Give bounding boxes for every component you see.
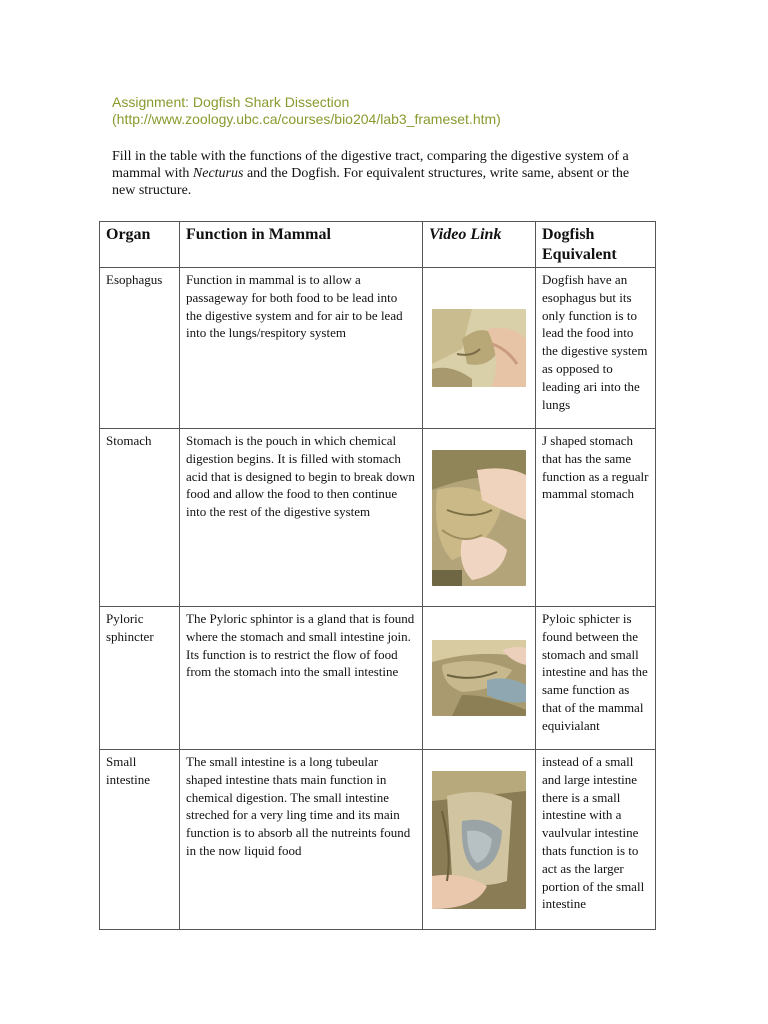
header-organ: Organ — [100, 222, 180, 268]
assignment-title — [112, 94, 501, 128]
table-row — [100, 268, 656, 429]
video-link-cell[interactable] — [423, 429, 536, 607]
title-text: Assignment: Dogfish Shark Dissection — [112, 94, 350, 110]
table-row — [100, 429, 656, 607]
source-url[interactable]: (http://www.zoology.ubc.ca/courses/bio204/lab3_frameset.htm) — [112, 111, 501, 127]
dissection-thumbnail-icon — [432, 771, 526, 909]
header-video-link: Video Link — [423, 222, 536, 268]
video-thumbnail[interactable] — [432, 640, 526, 716]
organ-cell: Esophagus — [100, 268, 180, 429]
header-dogfish: Dogfish Equivalent — [536, 222, 656, 268]
function-cell: The small intestine is a long tubeular shaped intestine thats main function in chemical digestion. The small intestine streched for a very ling time and its main function is to absorb all the nutreints found in the now liquid food — [180, 750, 423, 930]
function-cell: Stomach is the pouch in which chemical digestion begins. It is filled with stomach acid that is designed to begin to break down food and allow the food to then continue into the rest of the digestive system — [180, 429, 423, 607]
video-link-cell[interactable] — [423, 268, 536, 429]
table-row — [100, 750, 656, 930]
dissection-thumbnail-icon — [432, 640, 526, 716]
digestive-comparison-table — [99, 221, 656, 930]
video-link-cell[interactable] — [423, 750, 536, 930]
instructions-text-1: Fill in the table with the functions of the digestive tract, comparing the digestive system of a mammal with — [112, 149, 629, 181]
dissection-thumbnail-icon — [432, 450, 526, 586]
dogfish-cell: Pyloic sphicter is found between the stomach and small intestine and has the same function as that of the mammal equivialant — [536, 607, 656, 750]
table-header-row — [100, 222, 656, 268]
organ-cell: Stomach — [100, 429, 180, 607]
instructions-text-2: and the Dogfish. For equivalent structures, write same, absent or the new structure. — [112, 166, 630, 198]
header-function: Function in Mammal — [180, 222, 423, 268]
organ-cell: Pyloric sphincter — [100, 607, 180, 750]
instructions-italic: Necturus — [192, 166, 244, 181]
video-link-cell[interactable] — [423, 607, 536, 750]
instructions-paragraph — [112, 148, 652, 199]
dogfish-cell: J shaped stomach that has the same function as a regualr mammal stomach — [536, 429, 656, 607]
function-cell: Function in mammal is to allow a passageway for both food to be lead into the digestive system and for air to be lead into the lungs/respitory system — [180, 268, 423, 429]
video-thumbnail[interactable] — [432, 771, 526, 909]
organ-cell: Small intestine — [100, 750, 180, 930]
function-cell: The Pyloric sphintor is a gland that is found where the stomach and small intestine join. Its function is to restrict the flow of food from the stomach into the small intestine — [180, 607, 423, 750]
video-thumbnail[interactable] — [432, 309, 526, 387]
video-thumbnail[interactable] — [432, 450, 526, 586]
dogfish-cell: Dogfish have an esophagus but its only function is to lead the food into the digestive system as opposed to leading ari into the lungs — [536, 268, 656, 429]
dogfish-cell: instead of a small and large intestine there is a small intestine with a vaulvular intestine thats function is to act as the larger portion of the small intestine — [536, 750, 656, 930]
dissection-thumbnail-icon — [432, 309, 526, 387]
table-row — [100, 607, 656, 750]
